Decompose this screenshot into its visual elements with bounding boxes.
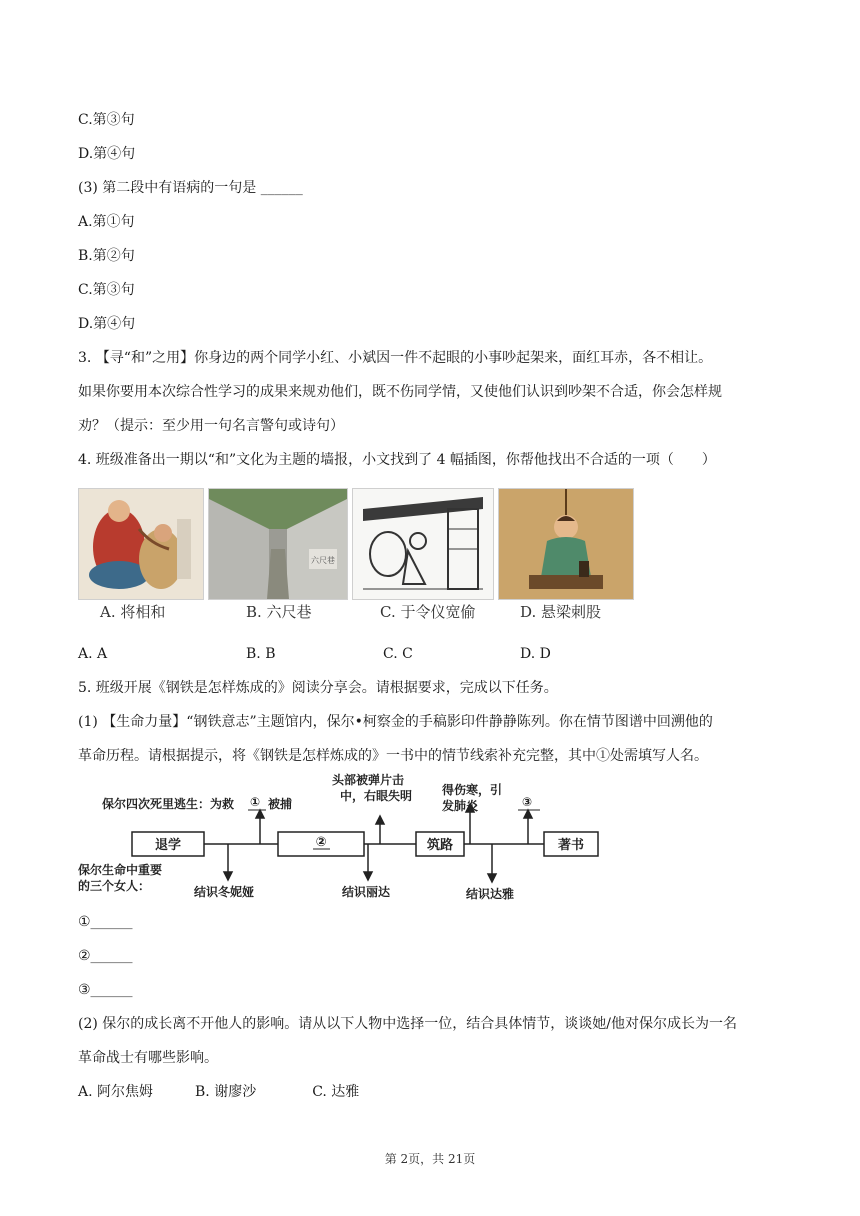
question-3-3: (3) 第二段中有语病的一句是 ______	[78, 180, 303, 196]
caption-b: B. 六尺巷	[246, 603, 312, 621]
plaque-text: 六尺巷	[311, 556, 335, 565]
box-write-label: 著书	[557, 838, 585, 853]
box-2-label: ②	[315, 835, 327, 850]
rita-label: 结识丽达	[342, 885, 391, 899]
answer-blank-2[interactable]: ②______	[78, 948, 133, 964]
tonya-label: 结识冬妮娅	[194, 885, 255, 899]
xuanliangcigu-illustration	[499, 489, 633, 599]
question-4: 4. 班级准备出一期以“和”文化为主题的墙报，小文找到了 4 幅插图，你帮他找出不合适的一项（ ）	[78, 452, 716, 468]
option-d-sentence4: D.第④句	[78, 146, 136, 162]
option-a-sentence1: A.第①句	[78, 214, 135, 230]
mark-3: ③	[522, 795, 533, 809]
image-liuchixiang	[208, 488, 348, 600]
head-wound-2: 中，右眼失明	[340, 789, 413, 803]
option-c-sentence3-b: C.第③句	[78, 282, 135, 298]
caption-d: D. 悬梁刺股	[520, 603, 602, 621]
caption-c: C. 于令仪宽偷	[380, 603, 476, 621]
question-5-2-options: A. 阿尔焦姆 B. 谢廖沙 C. 达雅	[78, 1084, 360, 1100]
question-3-line1: 3. 【寻“和”之用】你身边的两个同学小红、小斌因一件不起眼的小事吵起架来，面红耳赤，各不相让。	[78, 350, 713, 366]
image-yulingyi	[352, 488, 494, 600]
q4-option-b: B. B	[246, 646, 276, 662]
question-5-1-line2: 革命历程。请根据提示，将《钢铁是怎样炼成的》一书中的情节线索补充完整，其中①处需填写人名。	[78, 748, 708, 764]
question-5: 5. 班级开展《钢铁是怎样炼成的》阅读分享会。请根据要求，完成以下任务。	[78, 680, 558, 696]
jiangxianghe-illustration	[79, 489, 203, 599]
question-3-line3: 劝？（提示：至少用一句名言警句或诗句）	[78, 418, 344, 434]
option-d-sentence4-b: D.第④句	[78, 316, 136, 332]
answer-blank-3[interactable]: ③______	[78, 982, 133, 998]
box-dropout-label: 退学	[154, 838, 182, 853]
head-wound-1: 头部被弹片击	[332, 773, 405, 787]
escape-mark: ①	[250, 795, 261, 809]
page-footer: 第 2页，共 21页	[384, 1152, 476, 1166]
escape-label: 保尔四次死里逃生：为救	[102, 797, 235, 811]
plot-diagram	[78, 772, 618, 902]
question-5-1-line1: (1) 【生命力量】“钢铁意志”主题馆内，保尔•柯察金的手稿影印件静静陈列。你在情节图谱中回溯他的	[78, 714, 713, 730]
typhoid-1: 得伤寒，引	[442, 783, 503, 797]
question-5-2-line1: (2) 保尔的成长离不开他人的影响。请从以下人物中选择一位，结合具体情节，谈谈她/他对保尔成长为一名	[78, 1016, 737, 1032]
q4-option-a: A. A	[78, 646, 108, 662]
daya-label: 结识达雅	[466, 887, 515, 901]
typhoid-2: 发肺炎	[442, 799, 479, 813]
liuchixiang-illustration	[209, 489, 347, 599]
question-5-2-line2: 革命战士有哪些影响。	[78, 1050, 218, 1066]
escape-tail: 被捕	[268, 797, 293, 811]
question-3-line2: 如果你要用本次综合性学习的成果来规劝他们，既不伤同学情，又使他们认识到吵架不合适，你会怎样规	[78, 384, 722, 400]
image-jiangxianghe	[78, 488, 204, 600]
women-label-1: 保尔生命中重要	[78, 863, 163, 877]
caption-a: A. 将相和	[100, 603, 166, 621]
q4-option-c: C. C	[383, 646, 413, 662]
answer-blank-1[interactable]: ①______	[78, 914, 133, 930]
option-c-sentence3: C.第③句	[78, 112, 135, 128]
women-label-2: 的三个女人：	[78, 879, 151, 893]
box-road-label: 筑路	[426, 838, 454, 853]
q4-option-d: D. D	[520, 646, 551, 662]
yulingyi-illustration	[353, 489, 493, 599]
image-xuanliangcigu	[498, 488, 634, 600]
option-b-sentence2: B.第②句	[78, 248, 135, 264]
